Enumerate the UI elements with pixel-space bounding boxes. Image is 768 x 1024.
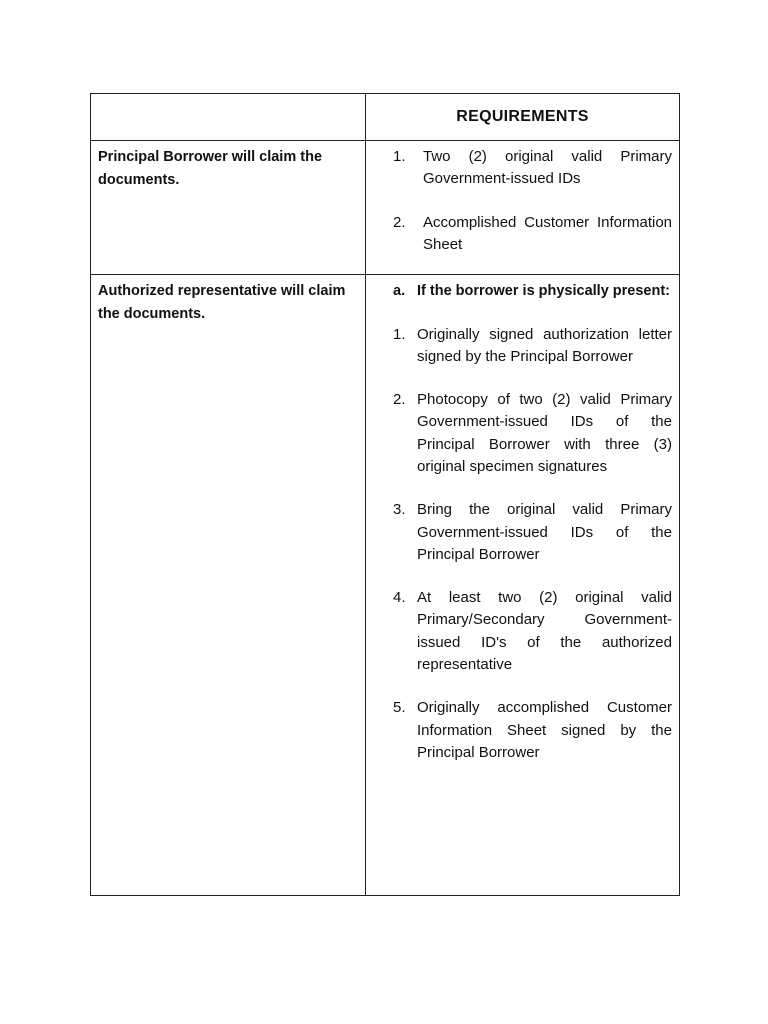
- list-marker: 2.: [393, 391, 406, 409]
- header-left-cell: [91, 94, 366, 141]
- requirements-table: [90, 93, 680, 896]
- list-marker: 4.: [393, 589, 406, 607]
- table-row: [91, 141, 680, 275]
- list-item-text: Bring the original valid Primary Government-issued IDs of the Principal Borrower: [417, 501, 672, 563]
- list-marker: 2.: [393, 213, 406, 231]
- principal-requirements-cell: [366, 141, 680, 275]
- authorized-requirements-cell: [366, 275, 680, 896]
- requirements-heading: REQUIREMENTS: [366, 94, 680, 141]
- list-marker: 5.: [393, 699, 406, 717]
- authorized-representative-label: Authorized representative will claim the documents.: [91, 275, 366, 896]
- list-marker: a.: [393, 283, 406, 299]
- condition-subheading: [393, 280, 672, 303]
- list-item-text: Two (2) original valid Primary Government-issued IDs: [423, 148, 672, 188]
- list-item: [393, 499, 672, 566]
- list-item-text: Accomplished Customer Information Sheet: [423, 213, 672, 253]
- principal-requirements-list: [393, 146, 672, 256]
- list-item: [393, 697, 672, 764]
- list-marker: 3.: [393, 501, 406, 519]
- list-item-text: Photocopy of two (2) valid Primary Government-issued IDs of the Principal Borrower with three (3) original specimen signatures: [417, 391, 672, 475]
- principal-borrower-label: Principal Borrower will claim the documents.: [91, 141, 366, 275]
- authorized-requirements-list: [393, 280, 672, 764]
- list-item-text: Originally signed authorization letter signed by the Principal Borrower: [417, 325, 672, 365]
- list-item: [393, 389, 672, 478]
- list-item-text: At least two (2) original valid Primary/Secondary Government-issued ID's of the authorized representative: [417, 589, 672, 674]
- list-item: [393, 324, 672, 369]
- list-marker: 1.: [393, 148, 406, 165]
- table-row: [91, 275, 680, 896]
- table-header-row: [91, 94, 680, 141]
- list-item: [393, 587, 672, 676]
- list-marker: 1.: [393, 325, 406, 343]
- list-item: [393, 212, 672, 257]
- condition-text: If the borrower is physically present:: [417, 283, 671, 299]
- list-item: [393, 146, 672, 191]
- list-item-text: Originally accomplished Customer Information Sheet signed by the Principal Borrower: [417, 699, 672, 761]
